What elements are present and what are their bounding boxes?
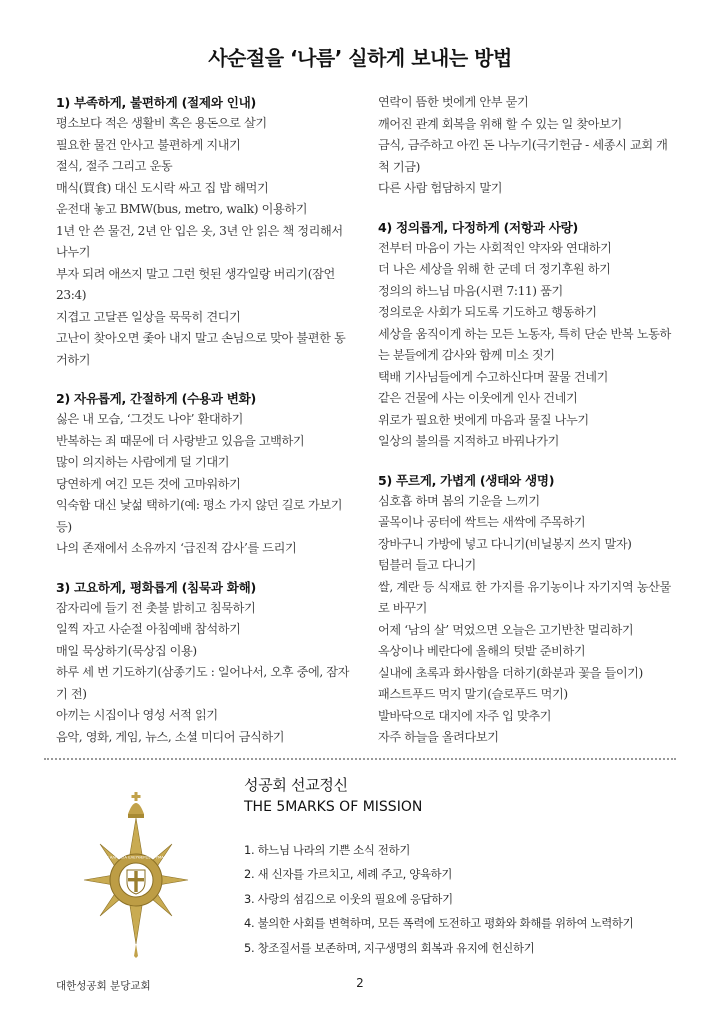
compass-rose-emblem [80,788,192,958]
list-item: 1년 안 쓴 물건, 2년 안 입은 옷, 3년 안 읽은 책 정리해서 [56,223,343,238]
mission-item: 2. 새 신자를 가르치고, 세례 주고, 양육하기 [244,867,453,882]
list-item: 전부터 마음이 가는 사회적인 약자와 연대하기 [378,240,612,255]
section-5 [378,470,696,749]
list-item: 나누기 [56,245,91,259]
mission-title: 성공회 선교정신 [244,776,348,794]
list-item: 일상의 불의를 지적하고 바꿔나가기 [378,434,560,448]
list-item: 반복하는 죄 때문에 더 사랑받고 있음을 고백하기 [56,433,305,448]
list-item: 패스트푸드 먹지 말기(슬로푸드 먹기) [378,687,568,701]
section-2 [56,388,374,560]
list-item: 나의 존재에서 소유까지 ‘급진적 감사’를 드리기 [56,541,297,555]
emblem-ring-text [106,855,167,860]
section-3 [56,577,374,749]
list-item: 싫은 내 모습, ‘그것도 나야’ 환대하기 [56,412,244,426]
list-item: 척 기금) [378,159,420,174]
list-item: 필요한 물건 안사고 불편하게 지내기 [56,137,241,152]
list-item: 당연하게 여긴 모든 것에 고마워하기 [56,476,241,491]
list-item: 정의의 하느님 마음(시편 7:11) 품기 [378,283,563,298]
page-title: 사순절을 ‘나름’ 실하게 보내는 방법 [208,46,512,70]
section-4 [378,217,696,453]
section-3-continued [378,92,696,200]
list-item: 기 전) [56,686,87,701]
list-item: 등) [56,519,72,534]
list-item: 정의로운 사회가 되도록 기도하고 행동하기 [378,305,597,319]
list-item: 다른 사람 험담하지 말기 [378,181,503,195]
list-item: 운전대 놓고 BMW(bus, metro, walk) 이용하기 [56,202,308,216]
list-item: 23:4) [56,288,87,302]
list-item: 쌀, 계란 등 식재료 한 가지를 유기농이나 자기지역 농산물 [378,579,671,594]
list-item: 택배 기사님들에게 수고하신다며 꿀물 건네기 [378,369,608,384]
right-column [378,92,696,766]
list-item: 옥상이나 베란다에 올해의 텃밭 준비하기 [378,644,586,658]
list-item: 매식(買食) 대신 도시락 싸고 집 밥 해먹기 [56,180,269,195]
list-item: 심호흡 하며 봄의 기운을 느끼기 [378,493,540,508]
shield-cross-icon [127,870,145,894]
list-item: 깨어진 관계 회복을 위해 할 수 있는 일 찾아보기 [378,116,622,131]
section-1 [56,92,374,371]
list-item: 발바닥으로 대지에 자주 입 맞추기 [378,708,552,723]
footer-church-name: 대한성공회 분당교회 [56,980,151,992]
list-item: 음악, 영화, 게임, 뉴스, 소셜 미디어 금식하기 [56,729,285,744]
dotted-divider [44,758,676,760]
page-number: 2 [356,976,364,990]
list-item: 부자 되려 애쓰지 말고 그런 헛된 생각일랑 버리기(잠언 [56,266,335,281]
list-item: 같은 건물에 사는 이웃에게 인사 건네기 [378,391,578,405]
emblem-motto: Η ΑΛΗΘΕΙΑ ΕΛΕΥΘΕΡΩΣΕΙ ΥΜΑΣ [105,854,167,860]
list-item: 지겹고 고달픈 일상을 묵묵히 견디기 [56,309,241,324]
section-heading: 4) 정의롭게, 다정하게 (저항과 사랑) [378,219,578,235]
mission-block [244,774,684,960]
list-item: 많이 의지하는 사람에게 덜 기대기 [56,455,230,469]
list-item: 어제 ‘남의 살’ 먹었으면 오늘은 고기반찬 멀리하기 [378,622,634,637]
list-item: 텀블러 들고 다니기 [378,558,476,572]
list-item: 자주 하늘을 올려다보기 [378,730,499,744]
mission-item: 5. 창조질서를 보존하며, 지구생명의 회복과 유지에 헌신하기 [244,940,535,955]
list-item: 평소보다 적은 생활비 혹은 용돈으로 살기 [56,116,267,130]
list-item: 로 바꾸기 [378,601,427,615]
list-item: 절식, 절주 그리고 운동 [56,159,173,173]
list-item: 금식, 금주하고 아낀 돈 나누기(극기헌금 - 세종시 교회 개 [378,138,668,152]
list-item: 골목이나 공터에 싹트는 새싹에 주목하기 [378,515,586,529]
list-item: 하루 세 번 기도하기(삼종기도 : 일어나서, 오후 중에, 잠자 [56,665,350,679]
section-heading: 2) 자유롭게, 간절하게 (수용과 변화) [56,391,256,406]
section-heading: 3) 고요하게, 평화롭게 (침묵과 화해) [56,579,256,595]
list-item: 세상을 움직이게 하는 모든 노동자, 특히 단순 반복 노동하 [378,326,671,341]
list-item: 익숙함 대신 낯섦 택하기(예: 평소 가지 않던 길로 가보기 [56,498,343,512]
mission-subtitle: THE 5MARKS OF MISSION [244,799,423,815]
list-item: 는 분들에게 감사와 함께 미소 짓기 [378,348,555,362]
mission-item: 1. 하느님 나라의 기쁜 소식 전하기 [244,843,411,857]
list-item: 위로가 필요한 벗에게 마음과 물질 나누기 [378,412,589,427]
mission-item: 3. 사랑의 섬김으로 이웃의 필요에 응답하기 [244,891,453,906]
list-item: 고난이 찾아오면 좇아 내지 말고 손님으로 맞아 불편한 동 [56,331,346,345]
section-heading: 5) 푸르게, 가볍게 (생태와 생명) [378,472,555,488]
list-item: 잠자리에 들기 전 촛불 밝히고 침묵하기 [56,600,256,615]
left-column [56,92,374,765]
list-item: 아끼는 시집이나 영성 서적 읽기 [56,708,218,722]
list-item: 더 나은 세상을 위해 한 군데 더 정기후원 하기 [378,262,611,276]
list-item: 실내에 초록과 화사함을 더하기(화분과 꽃을 들이기) [378,665,643,680]
list-item: 거하기 [56,352,91,367]
section-heading: 1) 부족하게, 불편하게 (절제와 인내) [56,95,256,110]
list-item: 일찍 자고 사순절 아침예배 참석하기 [56,622,241,636]
list-item: 장바구니 가방에 넣고 다니기(비닐봉지 쓰지 말자) [378,536,632,551]
list-item: 연락이 뜸한 벗에게 안부 묻기 [378,95,529,109]
mitre-icon [128,792,144,818]
list-item: 매일 묵상하기(묵상집 이용) [56,643,197,658]
mission-item: 4. 불의한 사회를 변혁하며, 모든 폭력에 도전하고 평화와 화해를 위하여 노력하기 [244,916,634,931]
